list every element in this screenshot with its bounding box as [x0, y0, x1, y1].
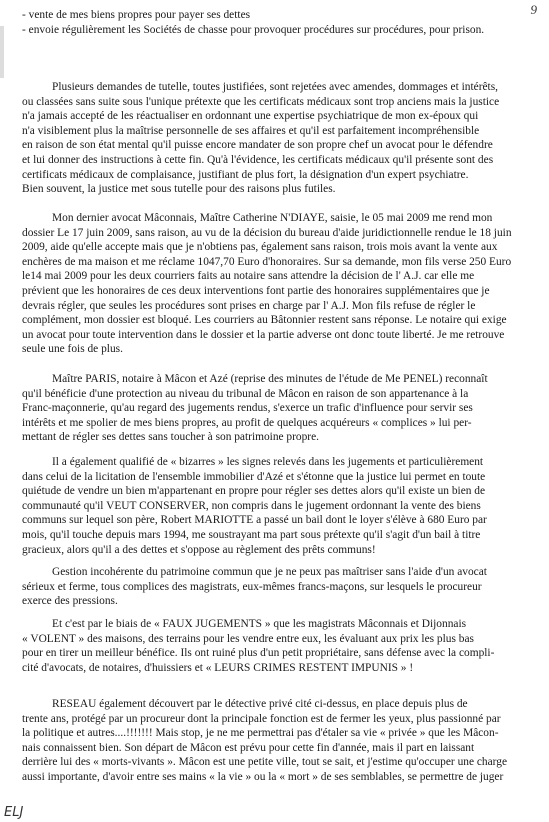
text-line: aussi importante, d'avoir entre ses mains « la vie » ou la « mort » de ses semblables, se permettre de juger: [22, 770, 504, 783]
text-line: prévient que les honoraires de ces deux interventions font partie des honoraires supplémentaires que je: [22, 284, 490, 297]
text-line: nais connaissent bien. Son départ de Mâcon est prévu pour cette fin d'année, mais il part en laissant: [22, 741, 475, 754]
text-line: la politique et autres....!!!!!!! Mais stop, je ne me permettrai pas d'étaler sa vie « privée » que les Mâcon-: [22, 727, 499, 740]
text-line: mois, qu'il touche depuis mars 1994, me soustrayant ma part sous prétexte qu'il s'agit d'un bail à titre: [22, 528, 481, 541]
text-line: dossier Le 17 juin 2009, sans raison, au vu de la décision du bureau d'aide juridictionnelle rendue le 18 juin: [22, 226, 512, 239]
text-line: - vente de mes biens propres pour payer ses dettes: [22, 9, 251, 21]
text-line: exerce des pressions.: [22, 595, 118, 608]
page-number: 9: [530, 2, 537, 17]
text-line: et lui donner des instructions à cette fin. Qu'à l'évidence, les certificats médicaux qu'il présente sont des: [22, 153, 494, 166]
text-line: Et c'est par le biais de « FAUX JUGEMENTS » que les magistrats Mâconnais et Dijonnais: [52, 618, 467, 630]
paragraph-gestion: [22, 565, 534, 609]
text-line: « VOLENT » des maisons, des terrains pour les vendre entre eux, les évaluant aux prix les plus bas: [22, 632, 474, 645]
text-line: intérêts et me spolier de mes biens propres, au profit de quelques acquéreurs « complices » lui per-: [22, 416, 472, 429]
text-line: complément, mon dossier est bloqué. Les courriers au Bâtonnier restent sans réponse. Le notaire qui exige: [22, 314, 507, 327]
paragraph-bizarres: [22, 455, 534, 557]
text-line: Plusieurs demandes de tutelle, toutes justifiées, sont rejetées avec amendes, dommages et intérêts,: [52, 81, 499, 93]
text-line: Bien souvent, la justice met sous tutelle pour des raisons plus futiles.: [22, 183, 336, 196]
text-line: RESEAU également découvert par le détective privé cité ci-dessus, en place depuis plus de: [52, 698, 468, 710]
text-line: trente ans, protégé par un procureur dont la principale fonction est de fermer les yeux, plus passionné par: [22, 712, 501, 725]
text-line: communs sur lequel son père, Robert MARIOTTE a passé un bail dont le loyer s'élève à 680 Euro par: [22, 514, 487, 527]
paragraph-list-items: [22, 8, 534, 37]
text-line: pour en tirer un meilleur bénéfice. Ils ont ruiné plus d'un petit propriétaire, sans défense avec la compli-: [22, 647, 495, 660]
text-line: Mon dernier avocat Mâconnais, Maître Catherine N'DIAYE, saisie, le 05 mai 2009 me rend mon: [52, 212, 493, 224]
paragraph-reseau: [22, 697, 534, 785]
text-line: enchères de ma maison et me réclame 1047,70 Euro d'honoraires. Sur sa demande, mon fils verse 250 Euro: [22, 255, 512, 268]
text-line: 2009, aide qu'elle accepte mais que je n'obtiens pas, également sans raison, trois mois avant la vente aux: [22, 241, 498, 254]
text-line: communauté qu'il VEUT CONSERVER, non compris dans le jugement ordonnant la vente des biens: [22, 499, 481, 512]
text-line: dans celui de la licitation de l'ensemble immobilier d'Azé et s'étonne que la justice lui permet en toute: [22, 470, 486, 483]
handwritten-initials: ELJ: [4, 805, 24, 820]
text-line: certificats médicaux de complaisance, justifiant de plus fort, la désignation d'un expert psychiatre.: [22, 168, 469, 181]
text-line: un avocat pour toute intervention dans le dossier et la partie adverse ont donc toute liberté. Je me retrouve: [22, 328, 505, 341]
text-line: Gestion incohérente du patrimoine commun que je ne peux pas maîtriser sans l'aide d'un avocat: [52, 566, 487, 578]
text-line: - envoie régulièrement les Sociétés de chasse pour provoquer procédures sur procédures, pour prison.: [22, 23, 485, 36]
text-line: sérieux et ferme, tous complices des magistrats, eux-mêmes francs-maçons, sur lesquels le procureur: [22, 580, 482, 593]
text-line: qu'il bénéficie d'une protection au niveau du tribunal de Mâcon en raison de son appartenance à la: [22, 387, 469, 400]
text-line: devrais régler, que seules les procédures sont prises en charge par l' A.J. Mon fils refuse de régler le: [22, 299, 476, 312]
text-line: Il a également qualifié de « bizarres » les signes relevés dans les jugements et particulièrement: [52, 456, 484, 468]
text-line: mettant de régler ses dettes sans toucher à son patrimoine propre.: [22, 431, 320, 444]
text-line: quiétude de vendre un bien m'appartenant en propre pour régler ses dettes alors qu'il existe un bien de: [22, 485, 486, 498]
margin-shadow: [0, 26, 4, 78]
text-line: gracieux, alors qu'il a des dettes et s'oppose au règlement des prêts communs!: [22, 543, 376, 556]
paragraph-notaire: [22, 372, 534, 445]
text-line: en raison de son état mental qu'il puisse encore mandater de son propre chef un avocat pour le défendre: [22, 139, 493, 152]
text-line: cité d'avocats, de notaires, d'huissiers et « LEURS CRIMES RESTENT IMPUNIS » !: [22, 661, 414, 674]
paragraph-avocat: [22, 211, 534, 357]
text-line: Franc-maçonnerie, qu'au regard des jugements rendus, s'exerce un trafic d'influence pour servir ses: [22, 402, 473, 415]
text-line: derrière lui des « morts-vivants ». Mâcon est une petite ville, tout se sait, et j'estime qu'occuper une charge: [22, 756, 508, 769]
text-line: n'a jamais accepté de les réactualiser en ordonnant une expertise psychiatrique de mon ex-époux qui: [22, 110, 479, 123]
text-line: n'a visiblement plus la maîtrise personnelle de ses affaires et qu'il est parfaitement incompréhensible: [22, 124, 480, 137]
text-line: le14 mai 2009 pour les deux courriers faits au notaire sans attendre la décision de l' A.J. car elle me: [22, 270, 475, 283]
text-line: ou classées sans suite sous l'unique prétexte que les certificats médicaux sont trop anciens mais la justice: [22, 95, 500, 108]
paragraph-faux-jugements: [22, 617, 534, 675]
text-line: seule une fois de plus.: [22, 343, 123, 356]
paragraph-tutelle: [22, 80, 534, 197]
text-line: Maître PARIS, notaire à Mâcon et Azé (reprise des minutes de l'étude de Me PENEL) reconnaît: [52, 373, 488, 385]
